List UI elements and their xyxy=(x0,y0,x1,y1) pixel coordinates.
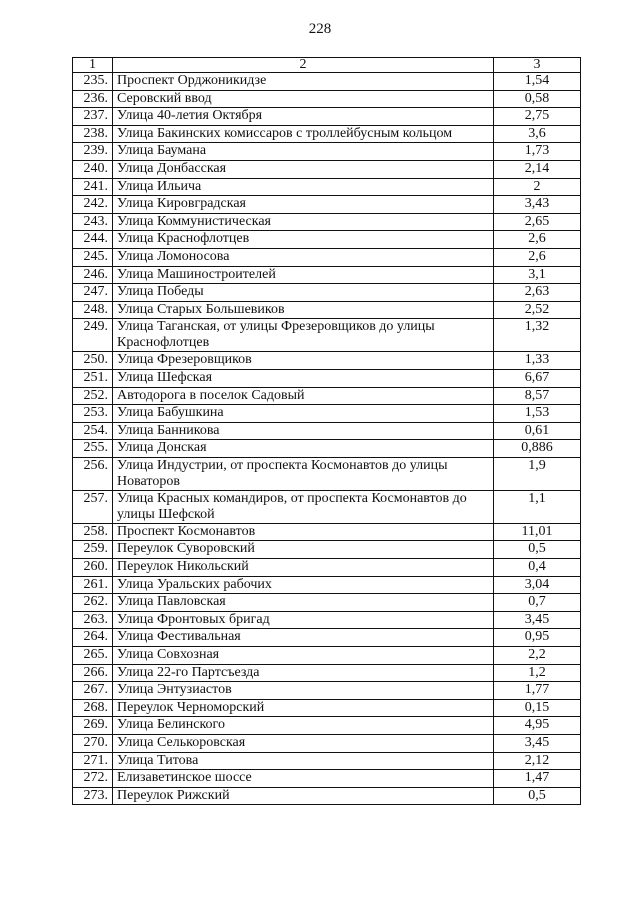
street-name-cell: Улица Кировградская xyxy=(113,196,494,214)
table-row xyxy=(73,576,581,594)
street-name-cell: Автодорога в поселок Садовый xyxy=(113,387,494,405)
street-name-cell: Улица Победы xyxy=(113,284,494,302)
value-cell: 3,04 xyxy=(494,576,581,594)
table-row xyxy=(73,717,581,735)
street-name-cell: Улица Ломоносова xyxy=(113,248,494,266)
street-name-cell: Улица Титова xyxy=(113,752,494,770)
street-name-cell: Улица Красных командиров, от проспекта Космонавтов до улицы Шефской xyxy=(113,490,494,523)
table-body xyxy=(73,73,581,805)
table-row xyxy=(73,301,581,319)
row-number-cell: 240. xyxy=(73,160,113,178)
table-row xyxy=(73,647,581,665)
street-name-cell: Улица Донская xyxy=(113,440,494,458)
row-number-cell: 241. xyxy=(73,178,113,196)
value-cell: 2,6 xyxy=(494,248,581,266)
table-row xyxy=(73,160,581,178)
street-name-cell: Улица 40-летия Октября xyxy=(113,108,494,126)
column-header-value: 3 xyxy=(494,58,581,73)
value-cell: 11,01 xyxy=(494,523,581,541)
table-row xyxy=(73,559,581,577)
street-name-cell: Улица Ильича xyxy=(113,178,494,196)
value-cell: 1,1 xyxy=(494,490,581,523)
row-number-cell: 235. xyxy=(73,73,113,91)
value-cell: 2 xyxy=(494,178,581,196)
value-cell: 0,58 xyxy=(494,90,581,108)
street-name-cell: Улица Энтузиастов xyxy=(113,682,494,700)
row-number-cell: 252. xyxy=(73,387,113,405)
table-row xyxy=(73,108,581,126)
row-number-cell: 236. xyxy=(73,90,113,108)
row-number-cell: 246. xyxy=(73,266,113,284)
street-name-cell: Улица Селькоровская xyxy=(113,735,494,753)
header-row xyxy=(73,58,581,73)
value-cell: 6,67 xyxy=(494,369,581,387)
table-row xyxy=(73,752,581,770)
value-cell: 3,45 xyxy=(494,611,581,629)
row-number-cell: 261. xyxy=(73,576,113,594)
street-name-cell: Улица Шефская xyxy=(113,369,494,387)
value-cell: 0,15 xyxy=(494,699,581,717)
row-number-cell: 249. xyxy=(73,319,113,352)
street-name-cell: Улица 22-го Партсъезда xyxy=(113,664,494,682)
value-cell: 0,61 xyxy=(494,422,581,440)
row-number-cell: 273. xyxy=(73,787,113,805)
value-cell: 1,77 xyxy=(494,682,581,700)
row-number-cell: 250. xyxy=(73,352,113,370)
value-cell: 2,63 xyxy=(494,284,581,302)
value-cell: 1,54 xyxy=(494,73,581,91)
row-number-cell: 248. xyxy=(73,301,113,319)
street-name-cell: Улица Машиностроителей xyxy=(113,266,494,284)
value-cell: 3,6 xyxy=(494,125,581,143)
street-name-cell: Улица Белинского xyxy=(113,717,494,735)
street-name-cell: Улица Индустрии, от проспекта Космонавтов до улицы Новаторов xyxy=(113,457,494,490)
table-row xyxy=(73,369,581,387)
street-name-cell: Улица Фрезеровщиков xyxy=(113,352,494,370)
table-row xyxy=(73,387,581,405)
street-name-cell: Переулок Суворовский xyxy=(113,541,494,559)
table-row xyxy=(73,284,581,302)
value-cell: 0,7 xyxy=(494,594,581,612)
table-row xyxy=(73,735,581,753)
table-row xyxy=(73,352,581,370)
row-number-cell: 247. xyxy=(73,284,113,302)
street-name-cell: Улица Бабушкина xyxy=(113,405,494,423)
value-cell: 1,32 xyxy=(494,319,581,352)
value-cell: 3,45 xyxy=(494,735,581,753)
value-cell: 8,57 xyxy=(494,387,581,405)
street-name-cell: Елизаветинское шоссе xyxy=(113,770,494,788)
row-number-cell: 244. xyxy=(73,231,113,249)
table-row xyxy=(73,490,581,523)
table-row xyxy=(73,770,581,788)
street-name-cell: Улица Старых Большевиков xyxy=(113,301,494,319)
value-cell: 3,1 xyxy=(494,266,581,284)
value-cell: 2,2 xyxy=(494,647,581,665)
row-number-cell: 264. xyxy=(73,629,113,647)
value-cell: 2,14 xyxy=(494,160,581,178)
table-header xyxy=(73,58,581,73)
table-row xyxy=(73,422,581,440)
row-number-cell: 239. xyxy=(73,143,113,161)
street-name-cell: Улица Павловская xyxy=(113,594,494,612)
value-cell: 2,65 xyxy=(494,213,581,231)
value-cell: 2,6 xyxy=(494,231,581,249)
street-name-cell: Улица Донбасская xyxy=(113,160,494,178)
row-number-cell: 258. xyxy=(73,523,113,541)
street-name-cell: Серовский ввод xyxy=(113,90,494,108)
value-cell: 2,52 xyxy=(494,301,581,319)
street-name-cell: Улица Бакинских комиссаров с троллейбусным кольцом xyxy=(113,125,494,143)
street-name-cell: Улица Совхозная xyxy=(113,647,494,665)
row-number-cell: 245. xyxy=(73,248,113,266)
table-row xyxy=(73,405,581,423)
row-number-cell: 255. xyxy=(73,440,113,458)
value-cell: 0,4 xyxy=(494,559,581,577)
table-row xyxy=(73,611,581,629)
streets-table xyxy=(72,57,581,805)
value-cell: 1,53 xyxy=(494,405,581,423)
table-row xyxy=(73,629,581,647)
table-row xyxy=(73,594,581,612)
row-number-cell: 269. xyxy=(73,717,113,735)
value-cell: 1,33 xyxy=(494,352,581,370)
column-header-number: 1 xyxy=(73,58,113,73)
row-number-cell: 242. xyxy=(73,196,113,214)
row-number-cell: 238. xyxy=(73,125,113,143)
row-number-cell: 267. xyxy=(73,682,113,700)
table-row xyxy=(73,73,581,91)
row-number-cell: 253. xyxy=(73,405,113,423)
table-row xyxy=(73,90,581,108)
street-name-cell: Улица Таганская, от улицы Фрезеровщиков до улицы Краснофлотцев xyxy=(113,319,494,352)
row-number-cell: 243. xyxy=(73,213,113,231)
table-row xyxy=(73,125,581,143)
table-row xyxy=(73,541,581,559)
row-number-cell: 251. xyxy=(73,369,113,387)
value-cell: 0,95 xyxy=(494,629,581,647)
table-row xyxy=(73,664,581,682)
value-cell: 0,5 xyxy=(494,787,581,805)
column-header-name: 2 xyxy=(113,58,494,73)
row-number-cell: 272. xyxy=(73,770,113,788)
table-row xyxy=(73,231,581,249)
table-row xyxy=(73,248,581,266)
table-row xyxy=(73,266,581,284)
table-row xyxy=(73,787,581,805)
table-row xyxy=(73,440,581,458)
page-number: 228 xyxy=(308,21,332,37)
table-row xyxy=(73,457,581,490)
table-row xyxy=(73,143,581,161)
row-number-cell: 254. xyxy=(73,422,113,440)
table-row xyxy=(73,319,581,352)
value-cell: 1,73 xyxy=(494,143,581,161)
value-cell: 1,47 xyxy=(494,770,581,788)
street-name-cell: Улица Банникова xyxy=(113,422,494,440)
street-name-cell: Улица Уральских рабочих xyxy=(113,576,494,594)
street-name-cell: Переулок Рижский xyxy=(113,787,494,805)
table-row xyxy=(73,523,581,541)
street-name-cell: Проспект Орджоникидзе xyxy=(113,73,494,91)
row-number-cell: 265. xyxy=(73,647,113,665)
street-name-cell: Улица Фестивальная xyxy=(113,629,494,647)
row-number-cell: 263. xyxy=(73,611,113,629)
street-name-cell: Проспект Космонавтов xyxy=(113,523,494,541)
row-number-cell: 256. xyxy=(73,457,113,490)
street-name-cell: Улица Фронтовых бригад xyxy=(113,611,494,629)
street-name-cell: Улица Краснофлотцев xyxy=(113,231,494,249)
value-cell: 0,886 xyxy=(494,440,581,458)
table-row xyxy=(73,178,581,196)
street-name-cell: Улица Баумана xyxy=(113,143,494,161)
value-cell: 2,75 xyxy=(494,108,581,126)
value-cell: 2,12 xyxy=(494,752,581,770)
row-number-cell: 260. xyxy=(73,559,113,577)
street-name-cell: Переулок Черноморский xyxy=(113,699,494,717)
row-number-cell: 268. xyxy=(73,699,113,717)
row-number-cell: 266. xyxy=(73,664,113,682)
row-number-cell: 271. xyxy=(73,752,113,770)
value-cell: 1,9 xyxy=(494,457,581,490)
row-number-cell: 237. xyxy=(73,108,113,126)
value-cell: 0,5 xyxy=(494,541,581,559)
row-number-cell: 262. xyxy=(73,594,113,612)
street-name-cell: Улица Коммунистическая xyxy=(113,213,494,231)
value-cell: 4,95 xyxy=(494,717,581,735)
street-name-cell: Переулок Никольский xyxy=(113,559,494,577)
table-row xyxy=(73,682,581,700)
table-row xyxy=(73,196,581,214)
table-row xyxy=(73,699,581,717)
value-cell: 1,2 xyxy=(494,664,581,682)
row-number-cell: 270. xyxy=(73,735,113,753)
row-number-cell: 257. xyxy=(73,490,113,523)
table-row xyxy=(73,213,581,231)
value-cell: 3,43 xyxy=(494,196,581,214)
row-number-cell: 259. xyxy=(73,541,113,559)
